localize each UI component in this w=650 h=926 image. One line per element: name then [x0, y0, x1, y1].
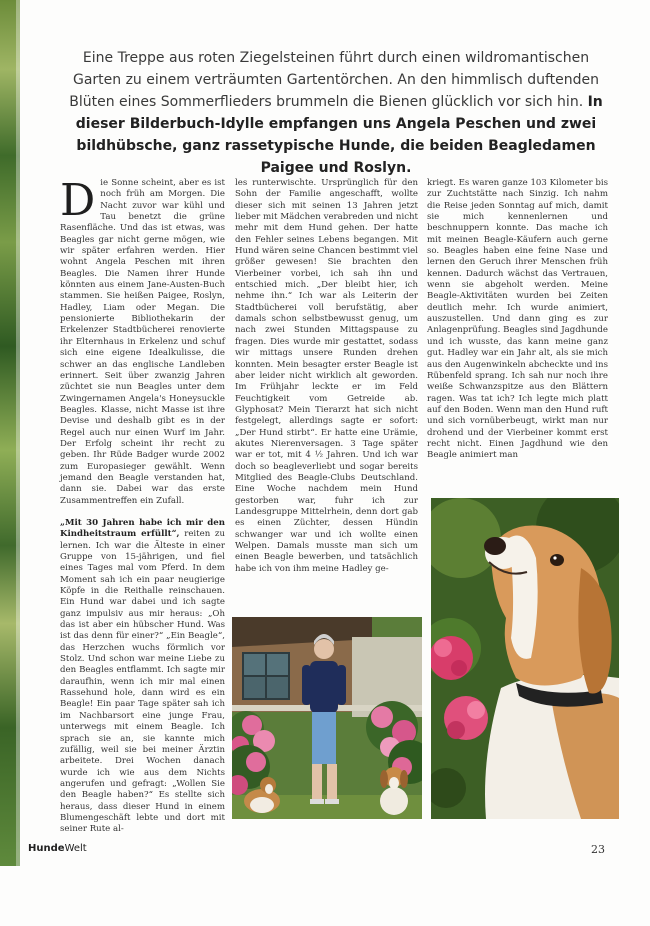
col2-text: les runterwischte. Ursprünglich für den Sohn der Familie angeschafft, wollte dieser sich mit seinen 13 Jahren jetzt lieber mit Mädchen verabreden und nicht mehr mit dem Hund gehen. Der hatte den Fehler seines Lebens begangen. Mit Hund wären seine Chancen bestimmt viel größer gewesen! Sie brachten den Vierbeiner vorbei, ich sah ihn und entschied mich. „Der bleibt hier, ich nehme ihn.“ Ich war als Leiterin der Stadtbücherei voll berufstätig, aber damals schon selbstbewusst genug, um nach zwei Stunden Mittagspause zu fragen. Dies wurde mir gestattet, sodass wir mittags unsere Runden drehen konnten. Mein besagter erster Beagle ist aber leider nicht wirklich alt geworden. Im Frühjahr leckte er im Feld Feuchtigkeit vom Getreide ab. Glyphosat? Mein Tierarzt hat sich nicht festgelegt, allerdings sagte er sofort: „Der Hund stirbt“. Er hatte eine Urämie, akutes Nierenversagen. 3 Tage später war er tot, mit 4 ½ Jahren. Und ich war doch so beagleverliebt und sogar bereits Mitglied des Beagle-Clubs Deutschland. Eine Woche nachdem mein Hund gestorben war, fuhr ich zur Landesgruppe Mittelrhein, denn dort gab es einen Züchter, dessen Hündin schwanger war und ich wollte einen Welpen. Damals musste man sich um einen Beagle bewerben, und tatsächlich habe ich von ihm meine Hadley ge- [235, 178, 418, 574]
column-3 [427, 178, 608, 462]
col1-paragraph-1 [60, 175, 225, 507]
photo-beagle-closeup-image [431, 498, 619, 819]
drop-cap: D [60, 175, 96, 226]
col1-paragraph-2 [60, 518, 225, 836]
column-1 [60, 175, 225, 836]
photo-woman-with-beagles-image [232, 617, 422, 819]
quote-subhead: „Mit 30 Jahren habe ich mir den Kindheitstraum erfüllt“, [60, 517, 225, 540]
intro-bold: In dieser Bilderbuch-Idylle empfangen uns Angela Peschen und zwei bildhübsche, ganz rassetypische Hunde, die beiden Beagledamen Paigee und Roslyn. [75, 94, 603, 176]
brand-rest: Welt [64, 843, 87, 854]
page-number: 23 [591, 843, 605, 856]
brand-bold: Hunde [28, 843, 65, 854]
photo-beagle-closeup [431, 498, 619, 819]
magazine-brand [28, 843, 87, 854]
column-2 [235, 178, 418, 575]
photo-woman-with-beagles [232, 617, 422, 819]
left-photo-strip [0, 0, 20, 866]
col1-text-2: reiten zu lernen. Ich war die Älteste in einer Gruppe von 15-jährigen, und fiel eines Tages mal vom Pferd. In dem Moment sah ich ein paar neugierige Köpfe in die Reithalle reinschauen. Ein Hund war dabei und ich sagte ganz impulsiv aus mir heraus: „Oh das ist aber ein hübscher Hund. Was ist das denn für einer?“ „Ein Beagle“, das Herzchen wuchs förmlich vor Stolz. Und schon war meine Liebe zu den Beagles entflammt. Ich sagte mir daraufhin, wenn ich mir mal einen Rassehund hole, dann wird es ein Beagle! Ein paar Tage später sah ich im Nachbarsort eine junge Frau, unterwegs mit einem Beagle. Ich sprach sie an, sie kannte mich zufällig, weil sie bei meiner Ärztin arbeitete. Drei Wochen danach wurde ich wie aus dem Nichts angerufen und gefragt: „Wollen Sie den Beagle haben?“ Es stellte sich heraus, dass dieser Hund in einem Blumengeschäft lebte und dort mit seiner Rute al- [60, 529, 225, 835]
intro-lead: Eine Treppe aus roten Ziegelsteinen führt durch einen wildromantischen Garten zu einem verträumten Gartentörchen. An den himmlisch duftenden Blüten eines Sommerflieders brummeln die Bienen glücklich vor sich hin. [69, 50, 600, 110]
intro-paragraph [58, 47, 614, 179]
col3-text: kriegt. Es waren ganze 103 Kilometer bis zur Zuchtstätte nach Sinzig. Ich nahm die Reise jeden Sonntag auf mich, damit sie mich kennenlernen und beschnuppern konnte. Das mache ich mit meinen Beagle-Käufern auch gerne so. Beagles haben eine feine Nase und lernen den Geruch ihrer Menschen früh kennen. Dadurch wächst das Vertrauen, wenn sie abgeholt werden. Meine Beagle-Aktivitäten wurden bei Zeiten deutlich mehr. Ich wurde animiert, auszustellen. Und dann ging es zur Anlagenprüfung. Beagles sind Jagdhunde und ich wusste, das kann meine ganz gut. Hadley war ein Jahr alt, als sie mich aus den Augenwinkeln abcheckte und ins Rübenfeld sprang. Ich sah nur noch ihre weiße Schwanzspitze aus den Blättern ragen. Was tat ich? Ich legte mich platt auf den Boden. Wenn man den Hund ruft und sich vornüberbeugt, wirkt man nur drohend und der Vierbeiner kommt erst recht nicht. Einen Jagdhund wie den Beagle animiert man [427, 178, 608, 461]
col1-text-1: ie Sonne scheint, aber es ist noch früh am Morgen. Die Nacht zuvor war kühl und Tau benetzt die grüne Rasenfläche. Und das ist etwas, was Beagles gar nicht gerne mögen, wie wir später erfahren werden. Hier wohnt Angela Peschen mit ihren Beagles. Die Namen ihrer Hunde könnten aus einem Jane-Austen-Buch stammen. Sie heißen Paigee, Roslyn, Hadley, Liam oder Megan. Die pensionierte Bibliothekarin der Erkelenzer Stadtbücherei renovierte ihr Elternhaus in Erkelenz und schuf sich eine eigene Idealkulisse, die schwer an das englische Landleben erinnert. Seit über zwanzig Jahren züchtet sie nun Beagles unter dem Zwingernamen Angela's Honeysuckle Beagles. Klasse, nicht Masse ist ihre Devise und deshalb gibt es in der Regel auch nur einen Wurf im Jahr. Der Erfolg scheint ihr recht zu geben. Ihr Rüde Badger wurde 2002 zum Europasieger gewählt. Wenn jemand den Beagle verstanden hat, dann sie. Dabei war das erste Zusammentreffen ein Zufall. [60, 178, 225, 506]
